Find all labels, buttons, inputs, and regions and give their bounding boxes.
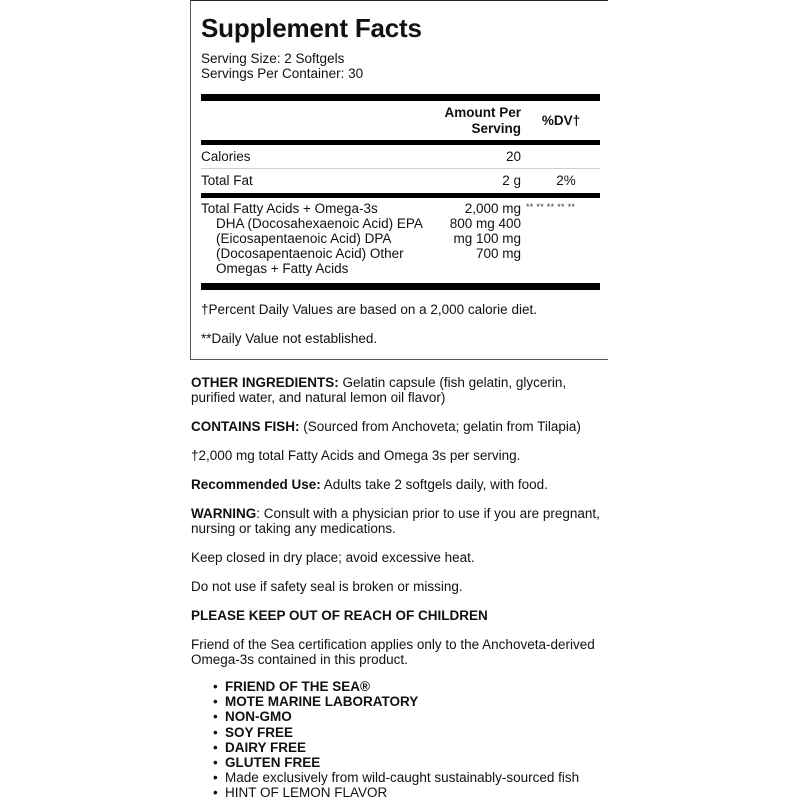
list-item <box>191 679 579 694</box>
amount-per-serving-header <box>421 105 521 137</box>
bullet-icon: • <box>213 739 218 755</box>
warning-text-2: nursing or taking any medications. <box>191 521 396 536</box>
facts-title: Supplement Facts <box>201 13 422 43</box>
amount-header-line1: Amount Per <box>444 105 521 120</box>
list-item <box>191 785 579 800</box>
bullet-icon: • <box>213 694 218 710</box>
feature-text: DAIRY FREE <box>225 739 307 755</box>
list-item <box>191 694 579 709</box>
servings-per-container: Servings Per Container: 30 <box>201 66 364 81</box>
footnote-not-established: **Daily Value not established. <box>201 331 378 346</box>
bullet-icon: • <box>213 755 218 771</box>
bullet-icon: • <box>213 679 218 694</box>
dv-header: %DV† <box>541 113 581 128</box>
amount-line: mg 100 mg <box>453 231 521 246</box>
row-amount: 2 g <box>502 173 521 188</box>
row-dv: 2% <box>556 173 576 188</box>
warning-label: WARNING <box>191 506 257 521</box>
serving-size: Serving Size: 2 Softgels <box>201 51 345 66</box>
serving-info <box>201 51 363 81</box>
fatty-acids-main-label: Total Fatty Acids + Omega-3s <box>201 201 378 216</box>
divider-thin <box>201 168 600 169</box>
warning-text: : Consult with a physician prior to use if you are pregnant, <box>256 506 600 521</box>
fatty-acids-sub-label: Omegas + Fatty Acids <box>216 261 349 276</box>
friend-of-sea-note <box>191 637 611 667</box>
other-ingredients-label: OTHER INGREDIENTS: <box>191 375 339 390</box>
fatty-acids-sub-label: (Docosapentaenoic Acid) Other <box>216 246 404 261</box>
friend-of-sea-text: Friend of the Sea certification applies only to the Anchoveta-derived <box>191 637 595 652</box>
divider-header <box>201 140 600 145</box>
row-label: Calories <box>201 149 251 164</box>
row-amount: 20 <box>505 149 521 164</box>
bullet-icon: • <box>213 724 218 740</box>
divider-medium <box>201 193 600 198</box>
recommended-use <box>191 477 611 492</box>
fatty-acids-note: †2,000 mg total Fatty Acids and Omega 3s per serving. <box>191 448 521 463</box>
storage-instructions: Keep closed in dry place; avoid excessive heat. <box>191 550 475 565</box>
list-item <box>191 725 579 740</box>
feature-text: MOTE MARINE LABORATORY <box>225 694 419 710</box>
amount-line: 800 mg 400 <box>449 216 521 231</box>
recommended-use-label: Recommended Use: <box>191 477 321 492</box>
divider-thick-bottom <box>201 283 600 290</box>
safety-seal-notice: Do not use if safety seal is broken or missing. <box>191 579 463 594</box>
contains-fish-text: (Sourced from Anchoveta; gelatin from Tilapia) <box>299 419 581 434</box>
feature-text: SOY FREE <box>225 724 294 740</box>
list-item <box>191 740 579 755</box>
row-label <box>201 201 431 276</box>
contains-fish <box>191 419 611 434</box>
row-dv-not-established: ** ** ** ** ** <box>526 202 576 212</box>
list-item <box>191 755 579 770</box>
contains-fish-label: CONTAINS FISH: <box>191 419 300 434</box>
friend-of-sea-text-2: Omega-3s contained in this product. <box>191 652 408 667</box>
list-item <box>191 709 579 724</box>
fatty-acids-sub-label: (Eicosapentaenoic Acid) DPA <box>216 231 392 246</box>
feature-list <box>191 679 579 800</box>
row-amount <box>441 201 521 261</box>
feature-text: NON-GMO <box>225 709 292 725</box>
bullet-icon: • <box>213 770 218 786</box>
list-item <box>191 770 579 785</box>
bullet-icon: • <box>213 785 218 800</box>
amount-header-line2: Serving <box>471 121 521 136</box>
divider-thick-top <box>201 94 600 101</box>
feature-text: Made exclusively from wild-caught sustainably-sourced fish <box>225 770 580 786</box>
keep-out-of-reach: PLEASE KEEP OUT OF REACH OF CHILDREN <box>191 608 488 623</box>
other-ingredients <box>191 375 611 405</box>
other-ingredients-text: Gelatin capsule (fish gelatin, glycerin, <box>338 375 567 390</box>
amount-line: 2,000 mg <box>464 201 521 216</box>
warning <box>191 506 611 536</box>
row-label: Total Fat <box>201 173 253 188</box>
recommended-use-text: Adults take 2 softgels daily, with food. <box>320 477 548 492</box>
fatty-acids-sub-label: DHA (Docosahexaenoic Acid) EPA <box>216 216 423 231</box>
supplement-facts-panel <box>190 0 608 360</box>
amount-line: 700 mg <box>475 246 521 261</box>
bullet-icon: • <box>213 709 218 725</box>
feature-text: FRIEND OF THE SEA® <box>225 679 370 694</box>
footnote-daily-values: †Percent Daily Values are based on a 2,000 calorie diet. <box>201 302 537 317</box>
feature-text: GLUTEN FREE <box>225 755 321 771</box>
other-ingredients-text-2: purified water, and natural lemon oil flavor) <box>191 390 446 405</box>
feature-text: HINT OF LEMON FLAVOR <box>225 785 388 800</box>
